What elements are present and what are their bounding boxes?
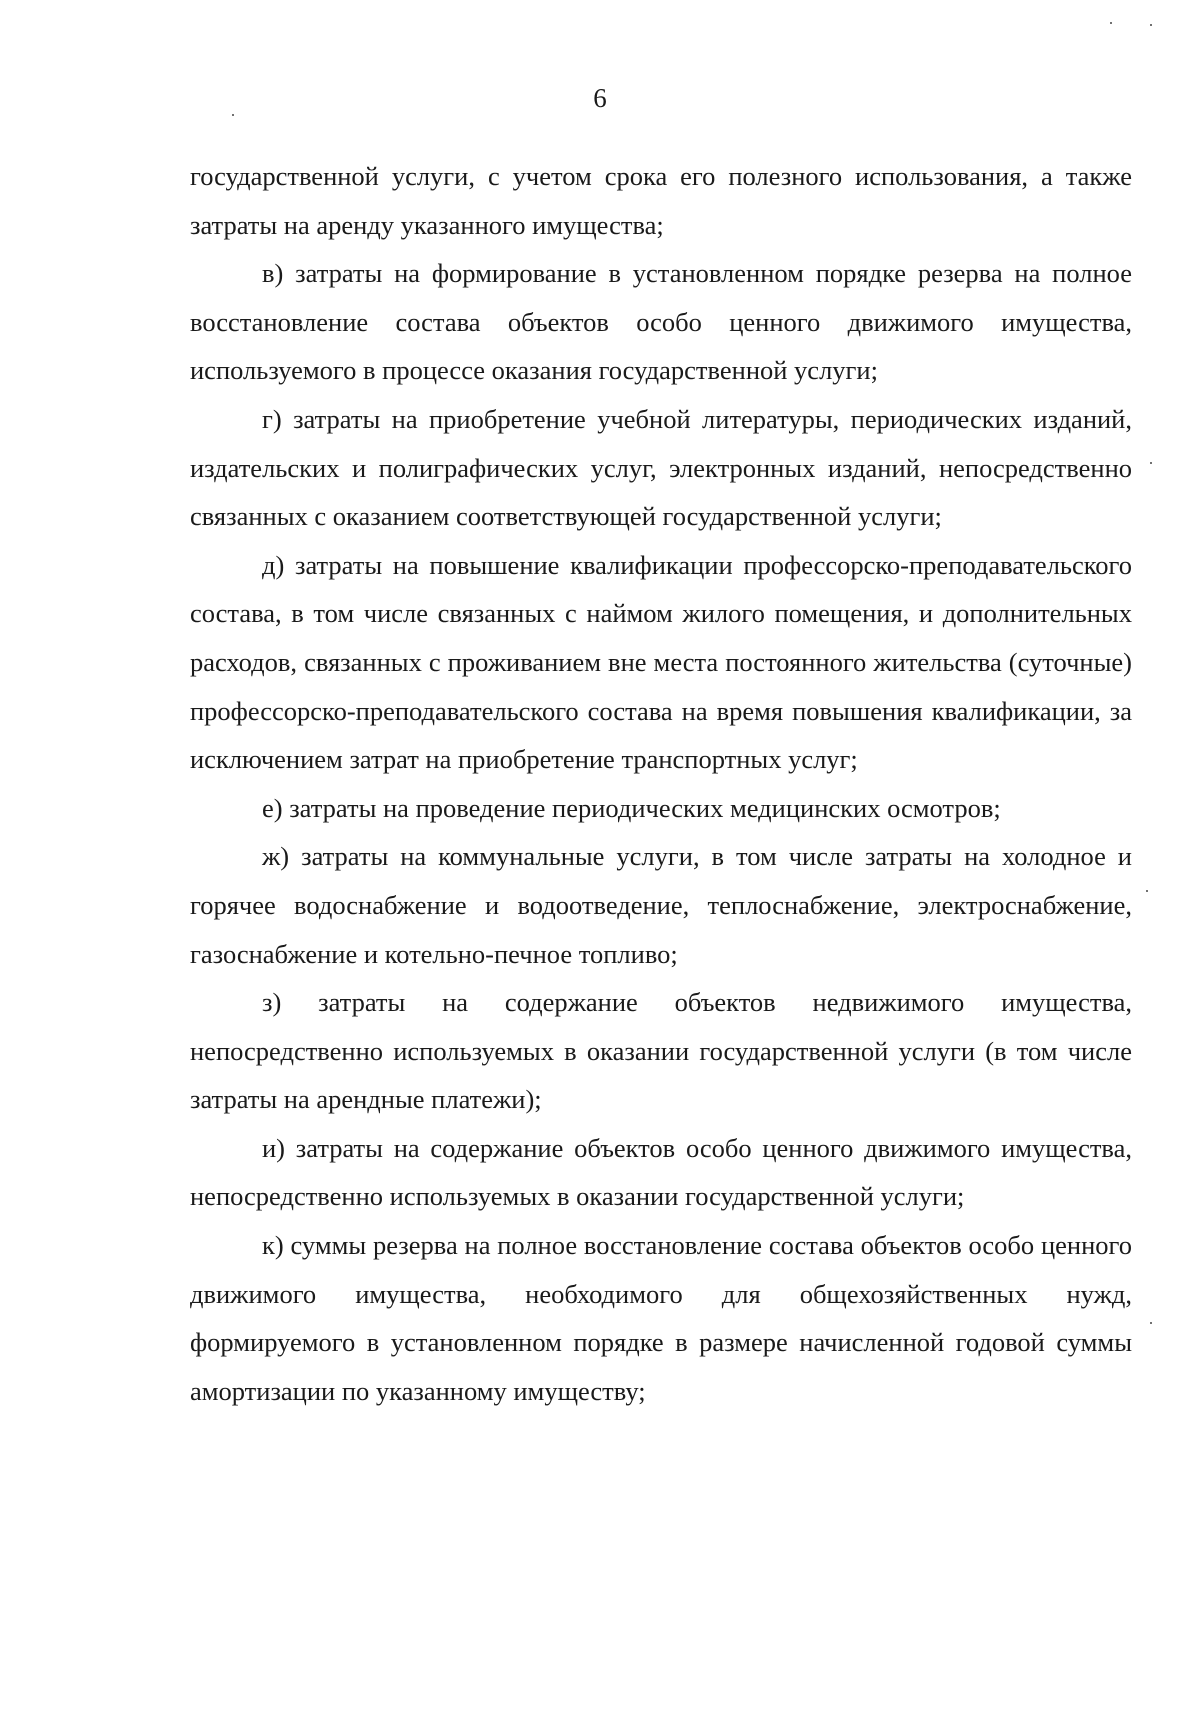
scan-speck [1146,890,1148,892]
paragraph-item-z: з) затраты на содержание объектов недвижимого имущества, непосредственно используемых в оказании государственной услуги (в том числе затраты на арендные платежи); [190,987,1132,1115]
paragraph-item-k: к) суммы резерва на полное восстановление состава объектов особо ценного движимого имущества, необходимого для общехозяйственных нужд, формируемого в установленном порядке в размере начисленной годовой суммы амортизации по указанному имуществу; [190,1230,1132,1406]
scan-speck [1110,22,1112,24]
paragraph-item-g: г) затраты на приобретение учебной литературы, периодических изданий, издательских и полиграфических услуг, электронных изданий, непосредственно связанных с оказанием соответствующей государственной услуги; [190,403,1132,532]
paragraph-continuation: государственной услуги, с учетом срока его полезного использования, а также затраты на аренду указанного имущества; [190,161,1132,240]
paragraph-item-zh: ж) затраты на коммунальные услуги, в том числе затраты на холодное и горячее водоснабжение и водоотведение, теплоснабжение, электроснабжение, газоснабжение и котельно-печное топливо; [190,841,1132,969]
scan-speck [1150,24,1152,26]
page-number: 6 [593,83,607,113]
paragraph-item-i: и) затраты на содержание объектов особо ценного движимого имущества, непосредственно используемых в оказании государственной услуги; [190,1132,1132,1212]
paragraph-item-d: д) затраты на повышение квалификации профессорско-преподавательского состава, в том числе связанных с наймом жилого помещения, и дополнительных расходов, связанных с проживанием вне места постоянного жительства (суточные) профессорско-преподавательского состава на время повышения квалификации, за исключением затрат на приобретение транспортных услуг; [190,549,1132,775]
document-body [190,152,1132,1415]
scan-speck [232,114,234,116]
scan-speck [1150,1322,1152,1324]
paragraph-item-e: е) затраты на проведение периодических медицинских осмотров; [262,792,1001,823]
scan-speck [1150,462,1152,464]
paragraph-item-v: в) затраты на формирование в установленном порядке резерва на полное восстановление состава объектов особо ценного движимого имущества, используемого в процессе оказания государственной услуги; [190,258,1132,386]
